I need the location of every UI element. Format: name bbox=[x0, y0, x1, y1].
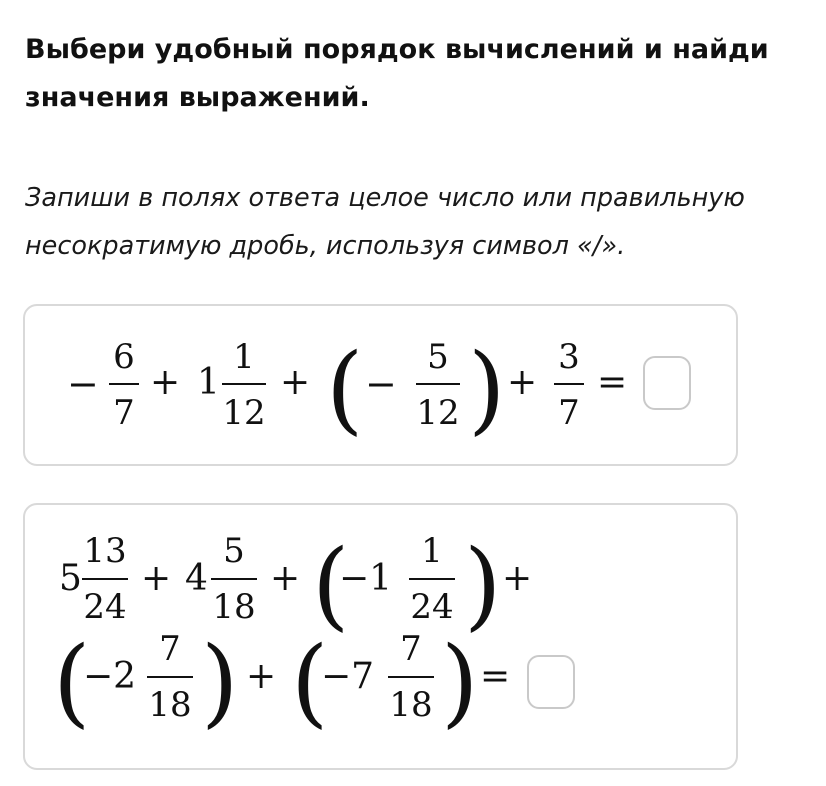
fraction-bar bbox=[409, 578, 455, 580]
fraction-bar bbox=[109, 383, 139, 385]
task-title: Выбери удобный порядок вычислений и найди значения выражений. bbox=[25, 34, 769, 113]
fraction-denominator: 7 bbox=[113, 393, 135, 433]
plus-sign: + bbox=[280, 362, 311, 403]
fraction-numerator: 6 bbox=[113, 337, 135, 377]
equals-sign: = bbox=[597, 362, 628, 403]
plus-sign: + bbox=[502, 558, 533, 599]
fraction-denominator: 18 bbox=[389, 685, 433, 725]
fraction-bar bbox=[416, 383, 460, 385]
plus-sign: + bbox=[246, 656, 277, 697]
fraction-numerator: 7 bbox=[400, 629, 422, 669]
fraction-numerator: 7 bbox=[159, 629, 181, 669]
paren-close: ) bbox=[468, 333, 506, 445]
fraction-denominator: 7 bbox=[558, 393, 580, 433]
mixed-whole: 1 bbox=[197, 362, 220, 403]
minus-sign: − bbox=[67, 362, 99, 406]
expression-1 bbox=[25, 306, 736, 464]
fraction-denominator: 12 bbox=[222, 393, 266, 433]
expression-card-2 bbox=[23, 503, 738, 770]
fraction-denominator: 24 bbox=[410, 587, 454, 627]
equals-sign: = bbox=[480, 656, 511, 697]
paren-open: ( bbox=[312, 529, 350, 641]
fraction-bar bbox=[554, 383, 584, 385]
paren-open: ( bbox=[326, 333, 364, 445]
fraction-numerator: 5 bbox=[427, 337, 449, 377]
paren-open: ( bbox=[291, 626, 329, 738]
fraction-bar bbox=[211, 578, 257, 580]
instruction-text: Запиши в полях ответа целое число или правильную несократимую дробь, используя символ «/». bbox=[25, 183, 745, 261]
fraction-numerator: 1 bbox=[233, 337, 255, 377]
expression-card-1 bbox=[23, 304, 738, 466]
paren-close: ) bbox=[464, 529, 502, 641]
answer-input-1[interactable] bbox=[643, 356, 691, 410]
fraction-denominator: 18 bbox=[148, 685, 192, 725]
fraction-denominator: 24 bbox=[83, 587, 127, 627]
fraction-numerator: 3 bbox=[558, 337, 580, 377]
mixed-whole: −1 bbox=[339, 558, 393, 599]
fraction-bar bbox=[82, 578, 128, 580]
fraction-bar bbox=[388, 676, 434, 678]
fraction-bar bbox=[222, 383, 266, 385]
paren-open: ( bbox=[53, 626, 91, 738]
fraction-denominator: 18 bbox=[212, 587, 256, 627]
minus-sign: − bbox=[365, 362, 397, 406]
mixed-whole: −2 bbox=[83, 656, 137, 697]
plus-sign: + bbox=[270, 558, 301, 599]
paren-close: ) bbox=[441, 626, 479, 738]
plus-sign: + bbox=[150, 362, 181, 403]
mixed-whole: −7 bbox=[321, 656, 375, 697]
mixed-whole: 4 bbox=[185, 558, 208, 599]
fraction-denominator: 12 bbox=[416, 393, 460, 433]
answer-input-2[interactable] bbox=[527, 655, 575, 709]
fraction-numerator: 1 bbox=[421, 531, 443, 571]
plus-sign: + bbox=[507, 362, 538, 403]
fraction-numerator: 13 bbox=[83, 531, 127, 571]
fraction-numerator: 5 bbox=[223, 531, 245, 571]
paren-close: ) bbox=[201, 626, 239, 738]
mixed-whole: 5 bbox=[59, 558, 82, 599]
plus-sign: + bbox=[141, 558, 172, 599]
expression-2 bbox=[25, 505, 736, 768]
fraction-bar bbox=[147, 676, 193, 678]
